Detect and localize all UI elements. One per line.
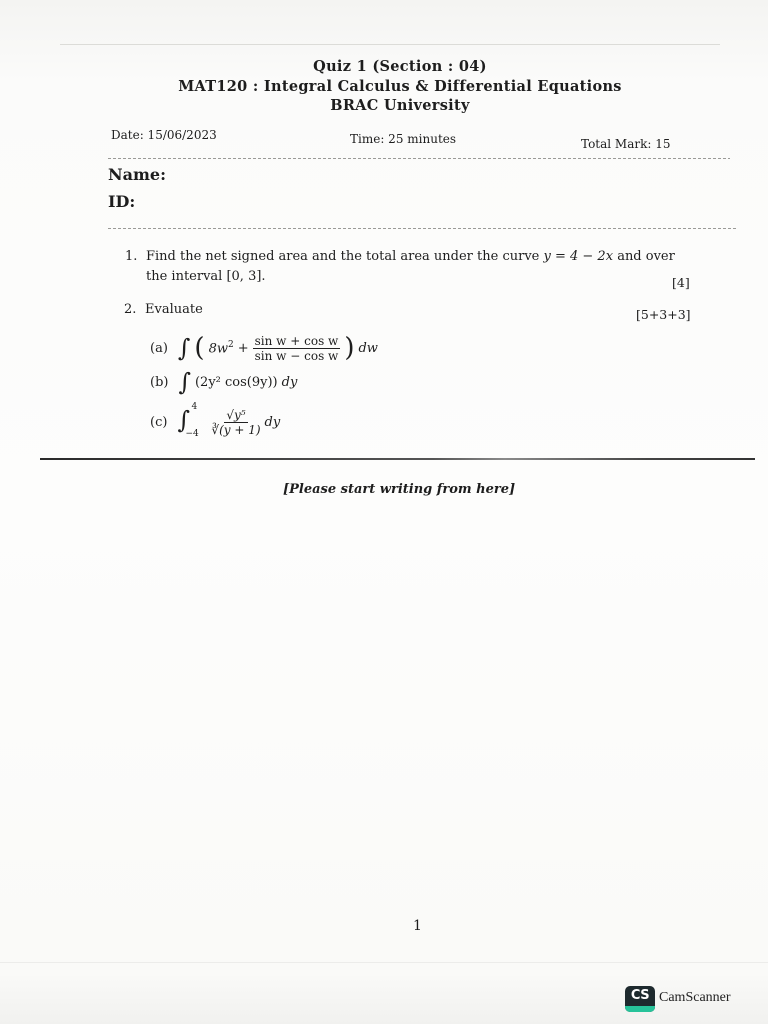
quiz-title: Quiz 1 (Section : 04) bbox=[313, 58, 487, 75]
question-2a bbox=[150, 330, 378, 366]
section-divider bbox=[40, 458, 755, 460]
definite-integral bbox=[177, 402, 207, 442]
camscanner-logo-icon: CS bbox=[625, 986, 655, 1012]
part-c-differential: dy bbox=[264, 414, 281, 430]
part-c-label: (c) bbox=[150, 414, 168, 430]
top-faint-rule bbox=[60, 44, 720, 45]
part-a-term1: $8w^2$ bbox=[208, 339, 234, 357]
course-title: MAT120 : Integral Calculus & Differential Equations bbox=[178, 78, 622, 95]
time-text: Time: 25 minutes bbox=[350, 132, 457, 146]
question-2b bbox=[150, 369, 297, 395]
id-label: ID: bbox=[108, 192, 136, 211]
part-a-label: (a) bbox=[150, 340, 168, 356]
left-paren: ( bbox=[194, 333, 205, 363]
question-2-marks: [5+3+3] bbox=[636, 307, 691, 322]
part-a-numerator: sin w + cos w bbox=[254, 333, 339, 348]
part-a-plus: + bbox=[237, 340, 249, 356]
date-text: Date: 15/06/2023 bbox=[111, 128, 217, 142]
question-1-equation: y = 4 − 2x bbox=[543, 249, 614, 264]
part-c-numerator: √y⁵ bbox=[226, 407, 246, 422]
name-label: Name: bbox=[108, 165, 167, 184]
upper-limit: 4 bbox=[191, 402, 198, 412]
total-mark-text: Total Mark: 15 bbox=[581, 137, 671, 151]
writing-instruction: [Please start writing from here] bbox=[283, 482, 516, 497]
part-b-differential: dy bbox=[281, 374, 298, 390]
header-divider bbox=[108, 158, 730, 159]
question-2-text: Evaluate bbox=[145, 302, 203, 317]
page-number: 1 bbox=[413, 918, 422, 934]
page-bottom-edge bbox=[0, 962, 768, 963]
question-2-number: 2. bbox=[124, 302, 137, 317]
fields-divider bbox=[108, 228, 736, 229]
question-1-line2: the interval [0, 3]. bbox=[146, 269, 266, 284]
question-1-text-end: and over bbox=[617, 249, 675, 264]
university-name: BRAC University bbox=[330, 97, 470, 114]
integral-sign-icon: ∫ bbox=[177, 406, 190, 434]
part-a-fraction bbox=[253, 334, 341, 363]
right-paren: ) bbox=[344, 333, 355, 363]
part-a-differential: dw bbox=[358, 340, 378, 356]
question-1-line1 bbox=[146, 247, 691, 267]
question-1-text: Find the net signed area and the total area under the curve bbox=[146, 249, 540, 264]
integral-sign-icon: ∫ bbox=[177, 334, 191, 362]
integral-sign-icon: ∫ bbox=[178, 368, 191, 396]
lower-limit: −4 bbox=[185, 429, 199, 439]
question-1-marks: [4] bbox=[672, 275, 690, 290]
question-1-number: 1. bbox=[125, 249, 138, 264]
question-2c bbox=[150, 402, 280, 442]
part-b-label: (b) bbox=[150, 374, 169, 390]
part-c-fraction bbox=[211, 408, 260, 437]
part-b-expression: (2y² cos(9y)) bbox=[194, 374, 278, 390]
part-a-denominator: sin w − cos w bbox=[254, 348, 339, 363]
camscanner-brand: CamScanner bbox=[659, 990, 731, 1005]
part-c-denominator: ∛(y + 1) bbox=[211, 422, 261, 437]
